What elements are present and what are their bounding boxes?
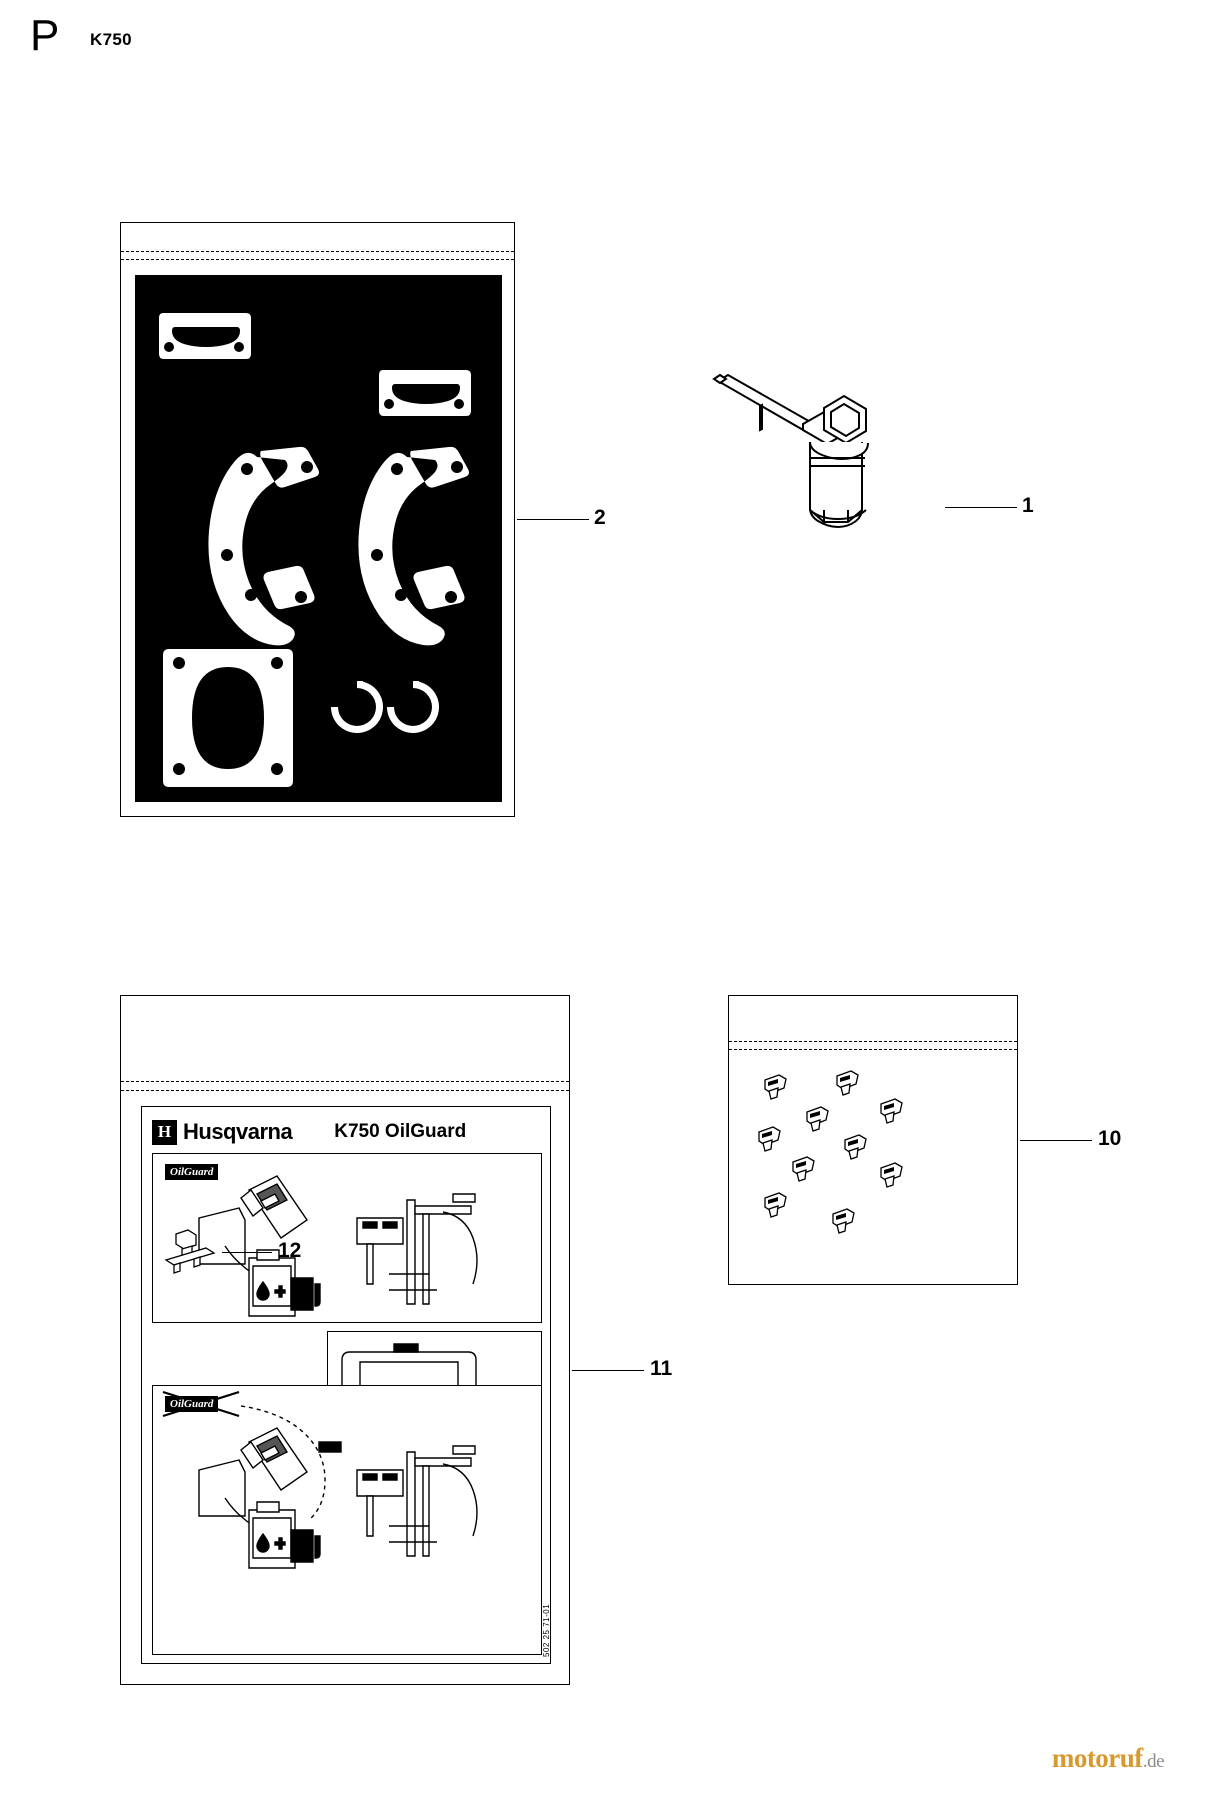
- callout-number-12: 12: [278, 1239, 302, 1262]
- watermark-name: motoruf: [1051, 1743, 1143, 1773]
- decal-sheet-bag: [120, 995, 570, 1685]
- decal-header: [152, 1115, 540, 1149]
- clips-contents-icon: [729, 1058, 1015, 1283]
- callout-number-1: 1: [1022, 494, 1034, 517]
- spark-plug-wrench: [700, 370, 960, 590]
- callout-line-12: [222, 1252, 272, 1253]
- callout-line-11: [572, 1370, 644, 1371]
- watermark: [1052, 1743, 1164, 1774]
- decal-title: K750 OilGuard: [334, 1121, 467, 1142]
- decal-panel-no-oilguard: [152, 1385, 542, 1655]
- callout-line-2: [517, 519, 589, 520]
- bag-zip-line-bottom: [121, 1090, 569, 1091]
- page-title: K750: [90, 30, 132, 49]
- page-section-letter: P: [30, 11, 60, 60]
- gasket-shapes-icon: [135, 275, 502, 802]
- husqvarna-wordmark: Husqvarna: [183, 1119, 293, 1144]
- bag-zip-line-top: [121, 251, 514, 252]
- callout-number-2: 2: [594, 506, 606, 529]
- clips-bag: [728, 995, 1018, 1285]
- oilguard-badge-bottom: OilGuard: [165, 1396, 218, 1412]
- bag-zip-line-bottom: [729, 1049, 1017, 1050]
- oilguard-badge-top: OilGuard: [165, 1164, 218, 1180]
- watermark-suffix: .de: [1142, 1751, 1164, 1772]
- callout-line-10: [1020, 1140, 1092, 1141]
- callout-number-11: 11: [650, 1357, 673, 1380]
- gasket-kit-contents: [135, 275, 502, 802]
- decal-part-code: 502 25 71-01: [542, 1603, 551, 1657]
- bag-zip-line-bottom: [121, 259, 514, 260]
- husqvarna-logo-icon: H: [152, 1120, 177, 1145]
- decal-sheet: [141, 1106, 551, 1664]
- single-clip: [160, 1228, 220, 1278]
- spark-plug-wrench-icon: [700, 370, 960, 590]
- clip-icon: [160, 1228, 220, 1278]
- bag-zip-line-top: [121, 1081, 569, 1082]
- gasket-kit-bag: [120, 222, 515, 817]
- no-oilguard-illustration-icon: [153, 1386, 539, 1652]
- callout-number-10: 10: [1098, 1127, 1122, 1150]
- bag-zip-line-top: [729, 1041, 1017, 1042]
- callout-line-1: [945, 507, 1017, 508]
